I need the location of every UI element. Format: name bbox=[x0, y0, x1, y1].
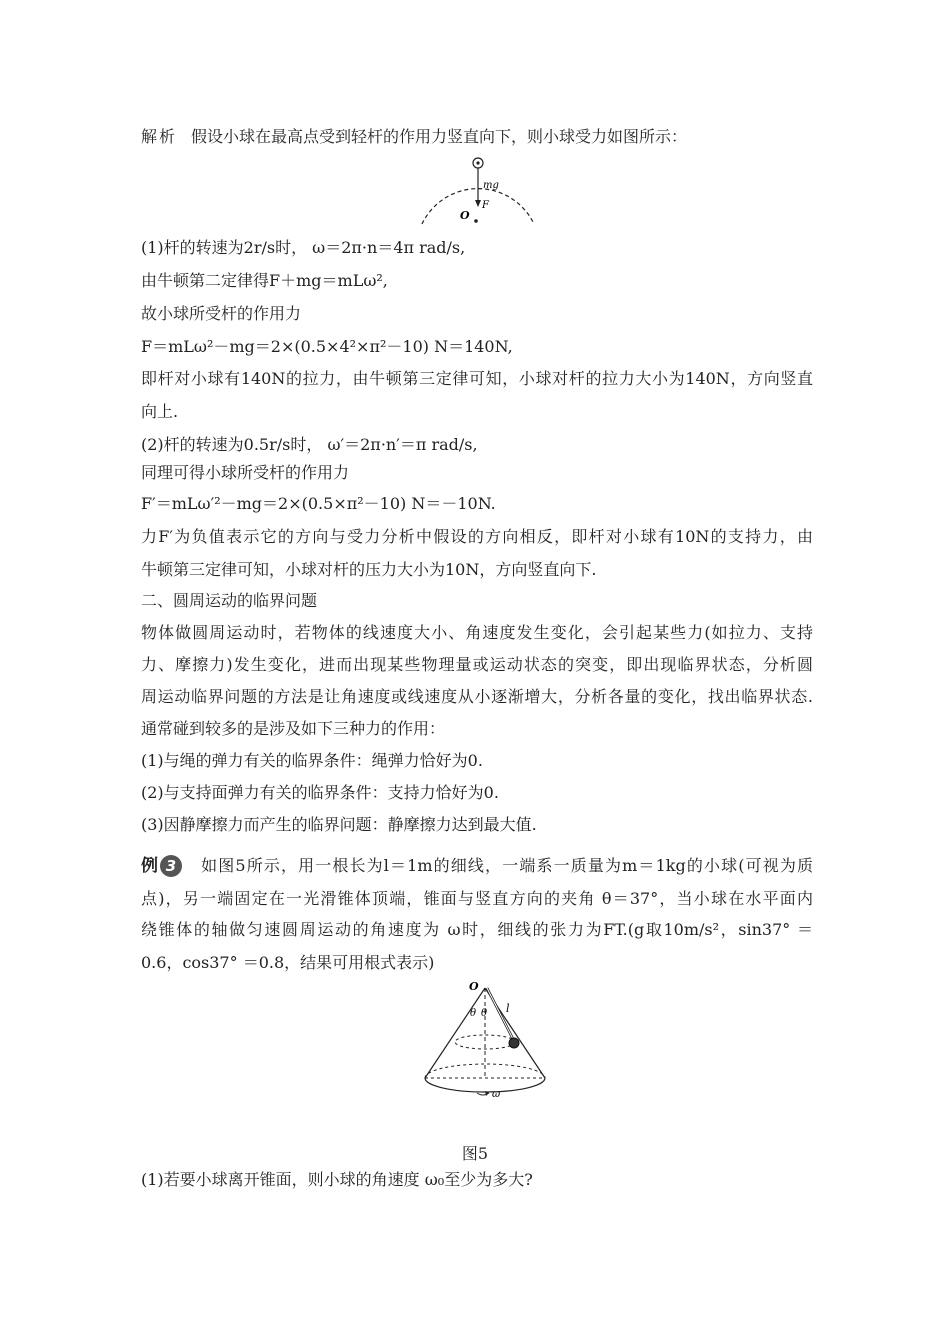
example3-line4: 0.6，cos37° ＝0.8，结果可用根式表示) bbox=[141, 953, 435, 972]
section-p1: 物体做圆周运动时，若物体的线速度大小、角速度发生变化，会引起某些力(如拉力、支持 bbox=[141, 623, 813, 642]
force-diagram bbox=[410, 152, 540, 228]
label-mg: mg bbox=[483, 180, 499, 191]
section-item3: (3)因静摩擦力而产生的临界问题：静摩擦力达到最大值. bbox=[141, 815, 537, 834]
analysis-intro: 假设小球在最高点受到轻杆的作用力竖直向下，则小球受力如图所示： bbox=[191, 127, 688, 146]
part2-line4b: 牛顿第三定律可知，小球对杆的压力大小为10N，方向竖直向下. bbox=[141, 560, 597, 579]
cone-label-O: O bbox=[469, 980, 479, 993]
part1-line3: 故小球所受杆的作用力 bbox=[141, 304, 302, 323]
section-item2: (2)与支持面弹力有关的临界条件：支持力恰好为0. bbox=[141, 783, 499, 802]
analysis-line bbox=[141, 127, 687, 147]
figure5-caption: 图5 bbox=[461, 1144, 489, 1163]
part2-line4a: 力F′为负值表示它的方向与受力分析中假设的方向相反，即杆对小球有10N的支持力，由 bbox=[141, 527, 813, 546]
example-number: 3 bbox=[160, 855, 182, 877]
example3-line1 bbox=[141, 855, 813, 877]
analysis-label: 解析 bbox=[141, 127, 178, 146]
example3-l1: 如图5所示，用一根长为l＝1m的细线，一端系一质量为m＝1kg的小球(可视为质 bbox=[200, 856, 813, 875]
section-p4: 通常碰到较多的是涉及如下三种力的作用： bbox=[141, 719, 446, 738]
example3-line3: 绕锥体的轴做匀速圆周运动的角速度为 ω时，细线的张力为FT.(g取10m/s²，sin37° ＝ bbox=[141, 920, 813, 939]
section-p2: 力、摩擦力)发生变化，进而出现某些物理量或运动状态的突变，即出现临界状态，分析圆 bbox=[141, 655, 813, 674]
label-O: O bbox=[460, 209, 470, 222]
part2-line1: (2)杆的转速为0.5r/s时， ω′＝2π·n′＝π rad/s, bbox=[141, 435, 478, 454]
cone-label-theta1: θ bbox=[470, 1008, 477, 1019]
part1-line5a: 即杆对小球有140N的拉力，由牛顿第三定律可知，小球对杆的拉力大小为140N，方向竖直 bbox=[141, 369, 813, 388]
example-badge: 例 3 bbox=[141, 855, 182, 877]
cone-ball bbox=[509, 1038, 519, 1048]
part2-line2: 同理可得小球所受杆的作用力 bbox=[141, 463, 350, 482]
part2-line3: F′＝mLω′²－mg＝2×(0.5×π²－10) N＝－10N. bbox=[141, 494, 496, 513]
question1: (1)若要小球离开锥面，则小球的角速度 ω₀至少为多大? bbox=[141, 1170, 533, 1189]
section-item1: (1)与绳的弹力有关的临界条件：绳弹力恰好为0. bbox=[141, 751, 483, 770]
section-heading: 二、圆周运动的临界问题 bbox=[141, 591, 318, 610]
example3-line2: 点)，另一端固定在一光滑锥体顶端，锥面与竖直方向的夹角 θ＝37°，当小球在水平面内 bbox=[141, 889, 813, 908]
center-point bbox=[474, 219, 478, 223]
label-F: F bbox=[482, 200, 489, 211]
part1-line2: 由牛顿第二定律得F＋mg＝mLω², bbox=[141, 271, 388, 290]
part1-line4: F＝mLω²－mg＝2×(0.5×4²×π²－10) N＝140N, bbox=[141, 337, 513, 356]
cone-base-front bbox=[425, 1078, 545, 1092]
cone-label-omega: ω bbox=[492, 1089, 501, 1100]
part1-line1: (1)杆的转速为2r/s时， ω＝2π·n＝4π rad/s, bbox=[141, 238, 466, 257]
section-p3: 周运动临界问题的方法是让角速度或线速度从小逐渐增大，分析各量的变化，找出临界状态. bbox=[141, 687, 813, 706]
part1-line5b: 向上. bbox=[141, 402, 179, 421]
cone-diagram bbox=[415, 980, 565, 1106]
cone-label-theta2: θ bbox=[481, 1008, 488, 1019]
cone-label-l: l bbox=[506, 1002, 510, 1015]
